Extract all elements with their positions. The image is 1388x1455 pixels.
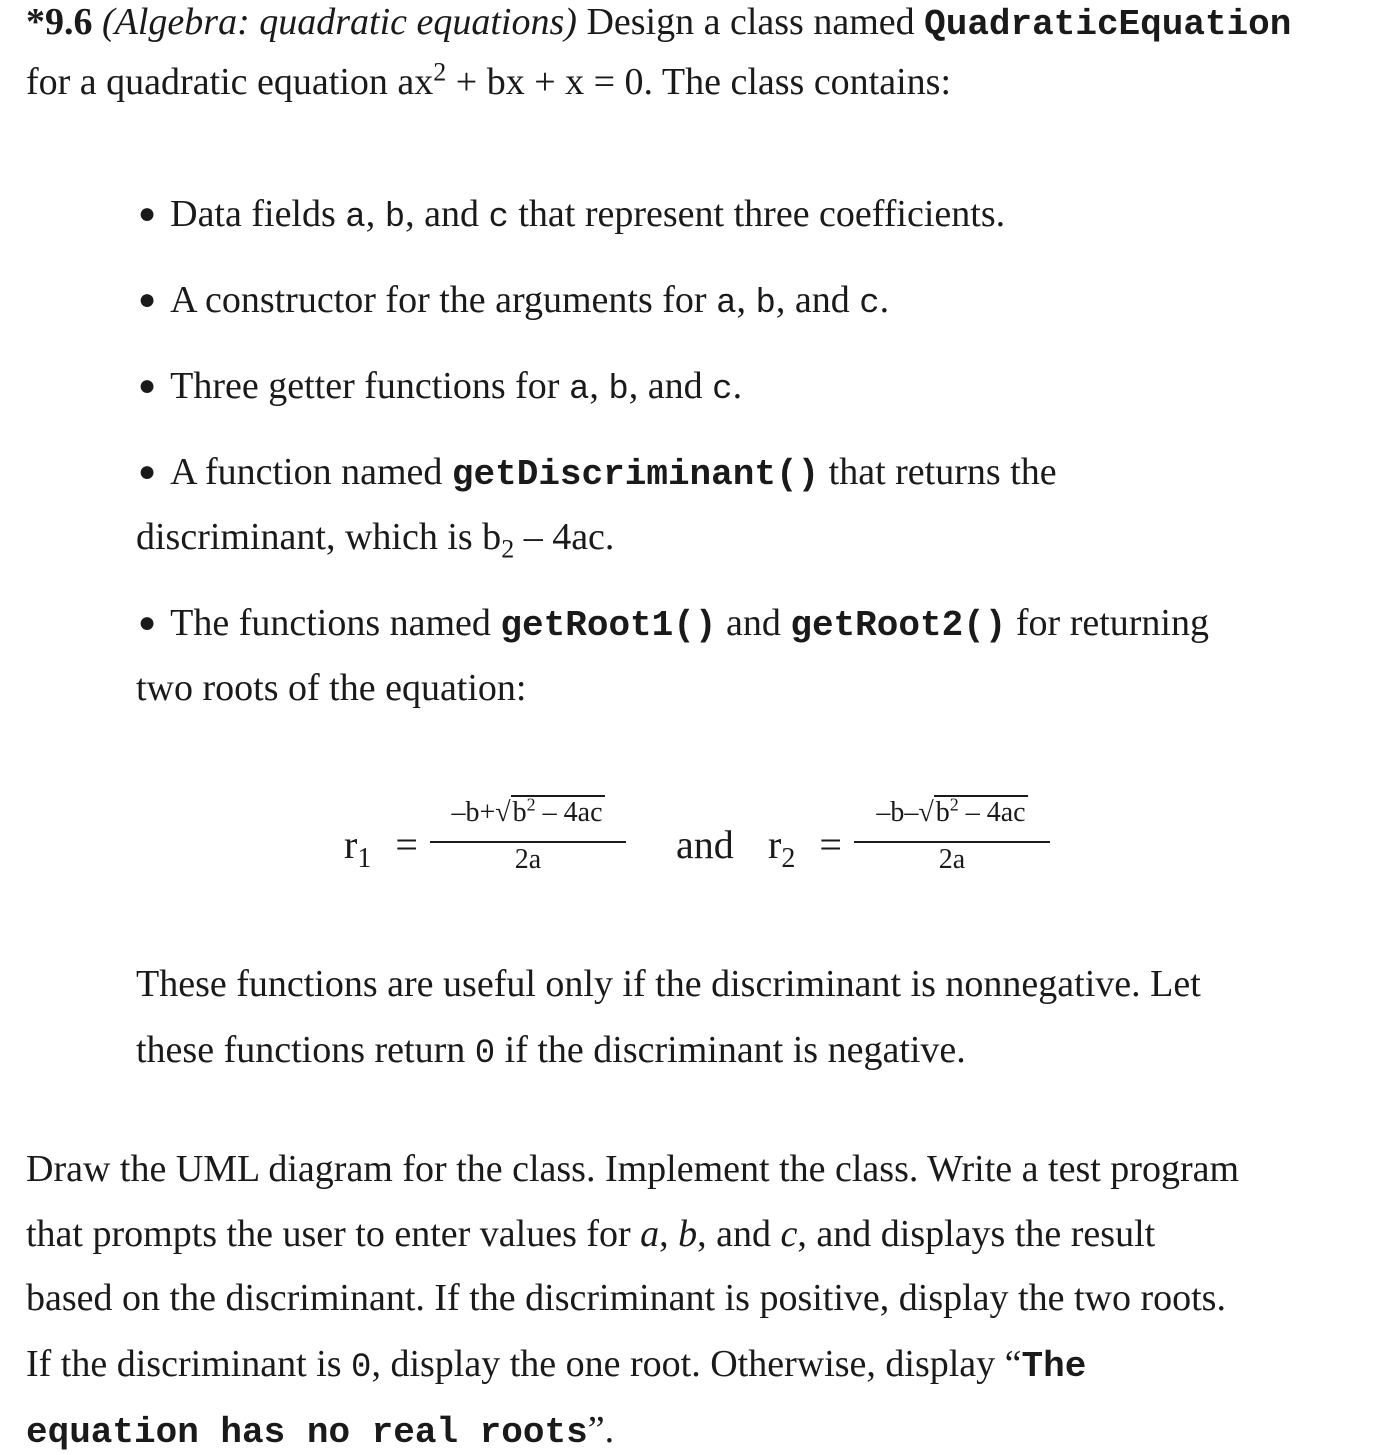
code-message-end: equation has no real roots bbox=[26, 1412, 588, 1453]
r1-subscript: 1 bbox=[357, 843, 372, 874]
code-c: c bbox=[712, 371, 733, 409]
exercise-topic: (Algebra: quadratic equations) bbox=[102, 1, 577, 43]
r2-equals: = bbox=[819, 822, 842, 867]
note-text: if the discriminant is negative. bbox=[495, 1029, 966, 1071]
var-b: b bbox=[678, 1213, 698, 1255]
code-a: a bbox=[716, 285, 737, 323]
code-b: b bbox=[755, 285, 776, 323]
bullet-text: Data fields bbox=[170, 193, 346, 235]
r2-denominator: 2a bbox=[938, 844, 966, 875]
bullet-text: , and bbox=[628, 365, 713, 407]
radicand-b: b bbox=[512, 797, 527, 828]
bullet-text: that returns the bbox=[819, 451, 1057, 493]
closing-line-2 bbox=[26, 1212, 1155, 1256]
bullet-text: , bbox=[589, 365, 609, 407]
r2-subscript: 2 bbox=[781, 843, 796, 874]
bullet-discriminant bbox=[138, 450, 1057, 497]
closing-line-4 bbox=[26, 1342, 1086, 1390]
heading-text: Design a class named bbox=[576, 1, 925, 43]
code-a: a bbox=[568, 371, 590, 409]
code-get-root1: getRoot1() bbox=[500, 605, 717, 646]
radicand-sup: 2 bbox=[526, 794, 536, 815]
note-line-1 bbox=[136, 962, 1201, 1006]
intro-text-a: for a quadratic equation ax bbox=[26, 61, 434, 103]
bullet-text: The functions named bbox=[170, 602, 501, 644]
bullet-text: , and bbox=[405, 193, 489, 235]
r1-symbol: r bbox=[344, 822, 358, 867]
r2-numerator bbox=[854, 795, 1050, 831]
closing-text: , display the one root. Otherwise, display “ bbox=[371, 1343, 1022, 1385]
bullet-text: , and bbox=[775, 279, 860, 321]
exercise-number: *9.6 bbox=[26, 1, 93, 43]
r2-label bbox=[768, 821, 842, 874]
code-get-discriminant: getDiscriminant() bbox=[451, 454, 820, 495]
closing-text: Draw the UML diagram for the class. Implement the class. Write a test program bbox=[26, 1148, 1240, 1190]
bullet-dot-icon: ● bbox=[138, 606, 157, 639]
closing-line-5 bbox=[26, 1408, 614, 1455]
exercise-intro-line bbox=[26, 57, 952, 104]
code-message-start: The bbox=[1021, 1346, 1087, 1387]
code-c: c bbox=[488, 199, 509, 237]
bullet-roots-continued bbox=[136, 666, 526, 710]
closing-line-1 bbox=[26, 1147, 1239, 1191]
radicand-rest: – 4ac bbox=[535, 797, 603, 828]
closing-text: that prompts the user to enter values for bbox=[26, 1213, 641, 1255]
code-get-root2: getRoot2() bbox=[790, 605, 1007, 646]
intro-text-b: + bx + x = 0. The class contains: bbox=[446, 61, 952, 103]
code-zero: 0 bbox=[351, 1349, 372, 1387]
note-text: these functions return bbox=[136, 1029, 475, 1071]
bullet-text: , bbox=[736, 279, 756, 321]
bullet-dot-icon: ● bbox=[138, 455, 157, 488]
r2-fraction bbox=[854, 795, 1050, 877]
code-c: c bbox=[859, 285, 880, 323]
bullet-text: , bbox=[365, 193, 385, 235]
r1-equals: = bbox=[395, 822, 418, 867]
code-a: a bbox=[345, 199, 366, 237]
bullet-text: . bbox=[732, 365, 743, 407]
bullet-constructor bbox=[138, 278, 889, 326]
radicand-sup: 2 bbox=[949, 794, 959, 815]
numerator-prefix: –b+√ bbox=[451, 797, 511, 828]
radicand bbox=[934, 795, 1028, 828]
bullet-text: Three getter functions for bbox=[170, 365, 569, 407]
closing-text: , and bbox=[697, 1213, 781, 1255]
roots-formula bbox=[0, 795, 1388, 885]
r1-denominator: 2a bbox=[514, 844, 542, 875]
bullet-text: . bbox=[879, 279, 890, 321]
bullet-text: discriminant, which is b bbox=[136, 516, 502, 558]
exercise-heading-line bbox=[26, 0, 1291, 47]
note-text: These functions are useful only if the discriminant is nonnegative. Let bbox=[136, 963, 1201, 1005]
bullet-dot-icon: ● bbox=[138, 283, 157, 316]
radicand-rest: – 4ac bbox=[958, 797, 1026, 828]
note-line-2 bbox=[136, 1028, 966, 1076]
bullet-roots bbox=[138, 601, 1209, 648]
code-b: b bbox=[608, 371, 629, 409]
numerator-prefix: –b–√ bbox=[876, 797, 934, 828]
bullet-text: that represent three coefficients. bbox=[508, 193, 1006, 235]
class-name-code: QuadraticEquation bbox=[924, 4, 1292, 45]
bullet-text: for returning bbox=[1006, 602, 1209, 644]
closing-text: , bbox=[659, 1213, 679, 1255]
bullet-text: A constructor for the arguments for bbox=[170, 279, 717, 321]
bullet-text: two roots of the equation: bbox=[136, 667, 527, 709]
bullet-dot-icon: ● bbox=[138, 197, 157, 230]
bullet-dot-icon: ● bbox=[138, 369, 157, 402]
r1-numerator bbox=[430, 795, 626, 831]
bullet-getters bbox=[138, 364, 742, 412]
code-b: b bbox=[384, 199, 406, 237]
subscript: 2 bbox=[501, 534, 515, 564]
var-a: a bbox=[640, 1213, 660, 1255]
intro-superscript: 2 bbox=[433, 57, 447, 87]
r1-fraction bbox=[430, 795, 626, 877]
var-c: c bbox=[780, 1213, 798, 1255]
closing-text: If the discriminant is bbox=[26, 1343, 352, 1385]
closing-text: , and displays the result bbox=[797, 1213, 1156, 1255]
closing-text: based on the discriminant. If the discriminant is positive, display the two roots. bbox=[26, 1277, 1226, 1319]
code-zero: 0 bbox=[474, 1035, 496, 1073]
bullet-data-fields bbox=[138, 192, 1005, 240]
bullet-text: – 4ac. bbox=[514, 516, 615, 558]
bullet-text: A function named bbox=[170, 451, 452, 493]
r2-symbol: r bbox=[768, 822, 782, 867]
closing-text: ”. bbox=[587, 1409, 615, 1451]
radicand bbox=[511, 795, 605, 828]
bullet-text: and bbox=[716, 602, 791, 644]
r1-label bbox=[344, 821, 418, 874]
radicand-b: b bbox=[935, 797, 950, 828]
closing-line-3 bbox=[26, 1276, 1226, 1320]
bullet-discriminant-continued bbox=[136, 515, 615, 564]
and-word: and bbox=[676, 822, 734, 867]
